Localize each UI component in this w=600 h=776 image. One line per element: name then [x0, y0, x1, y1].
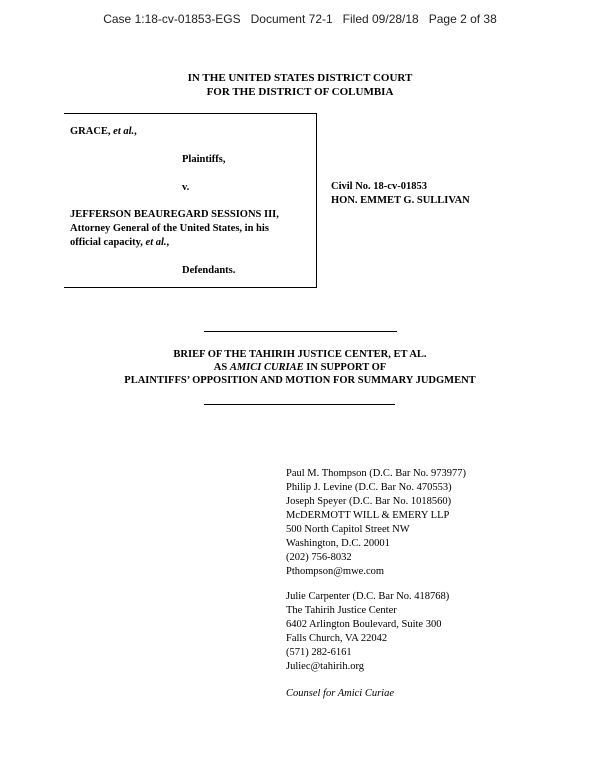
- court-heading: [0, 71, 600, 99]
- case-info: [331, 180, 470, 208]
- title-rule-top: [204, 331, 397, 332]
- court-heading-line-1: IN THE UNITED STATES DISTRICT COURT: [187, 72, 413, 84]
- brief-title-line-3: PLAINTIFFS’ OPPOSITION AND MOTION FOR SUMMARY JUDGMENT: [124, 375, 476, 386]
- counsel-line: Washington, D.C. 20001: [286, 538, 390, 549]
- counsel-line: (202) 756-8032: [286, 552, 352, 563]
- counsel-line: The Tahirih Justice Center: [286, 605, 397, 616]
- defendant-name: JEFFERSON BEAUREGARD SESSIONS III, Attorney General of the United States, in his official capacity, et al.,: [70, 209, 279, 248]
- counsel-block-tahirih: [286, 590, 449, 674]
- court-heading-line-2: FOR THE DISTRICT OF COLUMBIA: [206, 86, 394, 98]
- counsel-email: Pthompson@mwe.com: [286, 566, 385, 577]
- brief-title: [0, 348, 600, 387]
- plaintiffs-label: Plaintiffs,: [182, 154, 226, 165]
- ecf-header-stamp: Case 1:18-cv-01853-EGS Document 72-1 Filed 09/28/18 Page 2 of 38: [103, 12, 497, 26]
- defendants-label: Defendants.: [182, 265, 236, 276]
- counsel-line: 500 North Capitol Street NW: [286, 524, 410, 535]
- title-rule-bottom: [204, 404, 395, 405]
- case-caption-box: [64, 113, 317, 288]
- counsel-line: Philip J. Levine (D.C. Bar No. 470553): [286, 482, 452, 493]
- counsel-line: Falls Church, VA 22042: [286, 633, 388, 644]
- counsel-line: McDERMOTT WILL & EMERY LLP: [286, 510, 450, 521]
- counsel-line: Paul M. Thompson (D.C. Bar No. 973977): [286, 468, 467, 479]
- brief-title-line-2: AS AMICI CURIAE IN SUPPORT OF: [213, 362, 387, 373]
- counsel-block-mwe: [286, 467, 466, 579]
- counsel-line: Julie Carpenter (D.C. Bar No. 418768): [286, 591, 450, 602]
- counsel-line: Joseph Speyer (D.C. Bar No. 1018560): [286, 496, 452, 507]
- counsel-role: Counsel for Amici Curiae: [286, 688, 395, 699]
- versus-label: v.: [182, 182, 190, 193]
- civil-number: Civil No. 18-cv-01853: [331, 181, 427, 192]
- brief-title-line-1: BRIEF OF THE TAHIRIH JUSTICE CENTER, ET AL.: [173, 349, 427, 360]
- judge-name: HON. EMMET G. SULLIVAN: [331, 195, 470, 206]
- counsel-email: Juliec@tahirih.org: [286, 661, 365, 672]
- counsel-line: 6402 Arlington Boulevard, Suite 300: [286, 619, 442, 630]
- plaintiff-name: GRACE, et al.,: [70, 126, 137, 137]
- counsel-line: (571) 282-6161: [286, 647, 352, 658]
